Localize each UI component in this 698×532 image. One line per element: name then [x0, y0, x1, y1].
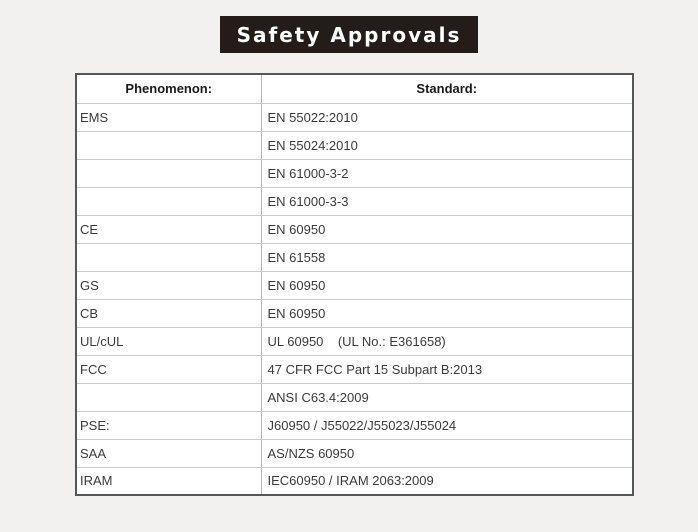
standard-cell: EN 60950: [261, 215, 633, 243]
table-row: [76, 187, 633, 215]
phenomenon-cell: [76, 131, 261, 159]
phenomenon-cell: IRAM: [76, 467, 261, 495]
table-row: [76, 271, 633, 299]
phenomenon-cell: UL/cUL: [76, 327, 261, 355]
standard-cell: EN 55024:2010: [261, 131, 633, 159]
table-header: [76, 74, 633, 103]
phenomenon-cell: [76, 187, 261, 215]
table-row: [76, 411, 633, 439]
table-row: [76, 159, 633, 187]
phenomenon-cell: [76, 383, 261, 411]
table-row: [76, 215, 633, 243]
table-row: [76, 299, 633, 327]
standard-cell: AS/NZS 60950: [261, 439, 633, 467]
table-row: [76, 383, 633, 411]
phenomenon-cell: CB: [76, 299, 261, 327]
standard-cell: ANSI C63.4:2009: [261, 383, 633, 411]
standard-cell: EN 55022:2010: [261, 103, 633, 131]
phenomenon-cell: SAA: [76, 439, 261, 467]
standard-cell: EN 60950: [261, 299, 633, 327]
table-row: [76, 103, 633, 131]
standard-cell: EN 61000-3-3: [261, 187, 633, 215]
table-body: [76, 103, 633, 495]
phenomenon-cell: [76, 243, 261, 271]
standard-cell: IEC60950 / IRAM 2063:2009: [261, 467, 633, 495]
table-row: [76, 439, 633, 467]
table-row: [76, 467, 633, 495]
standard-cell: J60950 / J55022/J55023/J55024: [261, 411, 633, 439]
column-header-standard: Standard:: [261, 74, 633, 103]
safety-approvals-table: [75, 73, 634, 496]
phenomenon-cell: PSE:: [76, 411, 261, 439]
standard-cell: 47 CFR FCC Part 15 Subpart B:2013: [261, 355, 633, 383]
table-row: [76, 327, 633, 355]
standard-cell: EN 61558: [261, 243, 633, 271]
page-title: Safety Approvals: [220, 16, 478, 53]
phenomenon-cell: [76, 159, 261, 187]
standard-cell: EN 60950: [261, 271, 633, 299]
table-row: [76, 355, 633, 383]
phenomenon-cell: CE: [76, 215, 261, 243]
table-row: [76, 243, 633, 271]
standard-cell: UL 60950 (UL No.: E361658): [261, 327, 633, 355]
header-row: [76, 74, 633, 103]
table-row: [76, 131, 633, 159]
standard-cell: EN 61000-3-2: [261, 159, 633, 187]
column-header-phenomenon: Phenomenon:: [76, 74, 261, 103]
phenomenon-cell: FCC: [76, 355, 261, 383]
phenomenon-cell: GS: [76, 271, 261, 299]
phenomenon-cell: EMS: [76, 103, 261, 131]
